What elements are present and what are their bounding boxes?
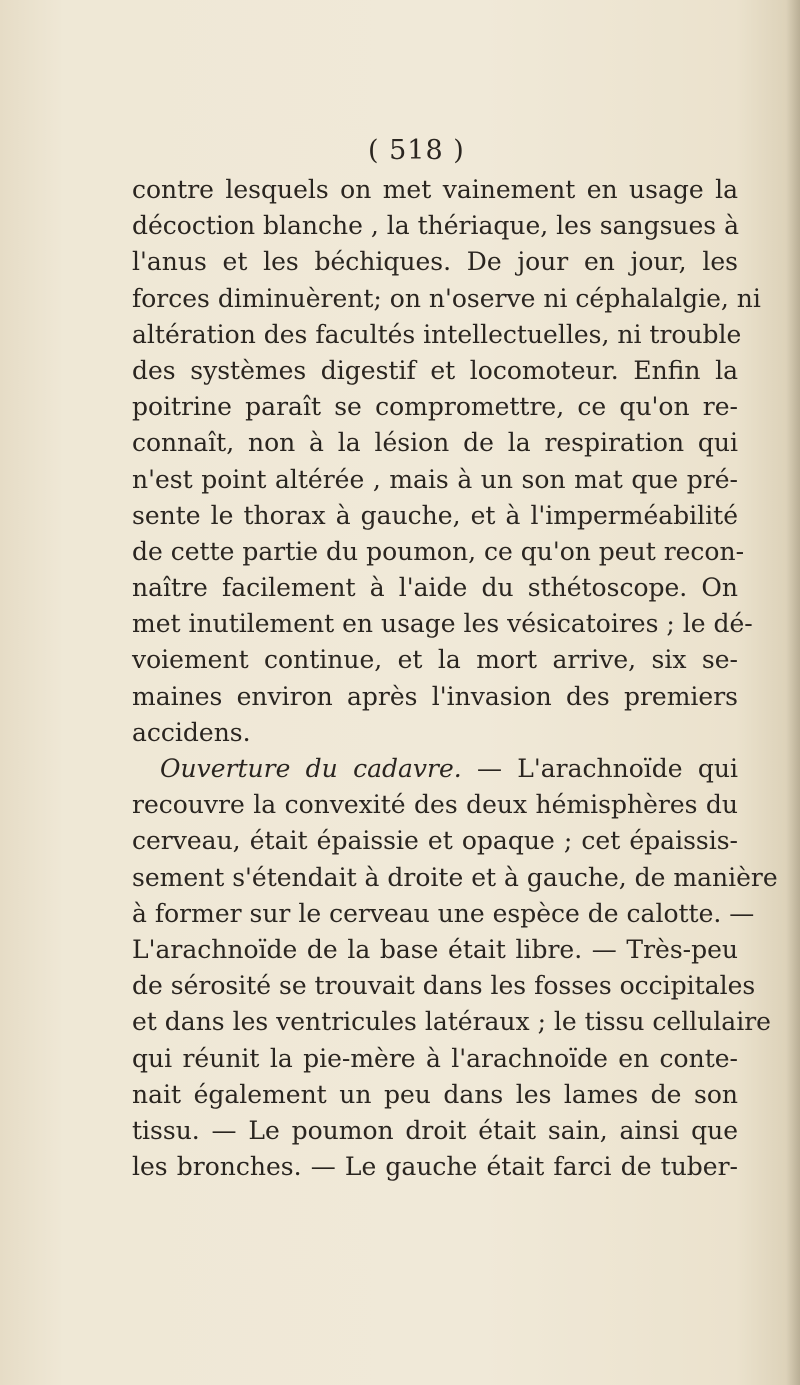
text-line: naître facilement à l'aide du sthétoscope. On bbox=[132, 573, 738, 603]
text-line: qui réunit la pie-mère à l'arachnoïde en conte- bbox=[132, 1043, 738, 1073]
text-line: décoction blanche , la thériaque, les sangsues à bbox=[132, 211, 739, 241]
text-line: à former sur le cerveau une espèce de calotte. — bbox=[132, 898, 755, 928]
text-line: altération des facultés intellectuelles, ni trouble bbox=[132, 319, 742, 349]
page-edge-shadow bbox=[786, 0, 800, 1385]
text-line: de cette partie du poumon, ce qu'on peut recon- bbox=[132, 536, 745, 566]
text-line: voiement continue, et la mort arrive, six se- bbox=[132, 645, 738, 675]
text-line: n'est point altérée , mais à un son mat que pré- bbox=[132, 464, 738, 494]
text-line: cerveau, était épaissie et opaque ; cet épaissis- bbox=[132, 826, 738, 856]
text-line: poitrine paraît se compromettre, ce qu'on re- bbox=[132, 392, 738, 422]
page-number: ( 518 ) bbox=[368, 135, 465, 166]
text-line: sente le thorax à gauche, et à l'imperméabilité bbox=[132, 500, 738, 530]
text-line: contre lesquels on met vainement en usage la bbox=[132, 175, 738, 204]
text-line: sement s'étendait à droite et à gauche, de manière bbox=[132, 862, 778, 892]
text-line: maines environ après l'invasion des premiers bbox=[132, 681, 738, 711]
text-line: les bronches. — Le gauche était farci de tuber- bbox=[132, 1152, 738, 1182]
text-line: accidens. bbox=[132, 717, 251, 747]
text-span: — L'arachnoïde qui bbox=[461, 754, 738, 783]
text-line: et dans les ventricules latéraux ; le tissu cellulaire bbox=[132, 1007, 771, 1037]
section-heading-line bbox=[132, 751, 738, 787]
text-line: l'anus et les béchiques. De jour en jour, les bbox=[132, 247, 738, 277]
text-line: tissu. — Le poumon droit était sain, ainsi que bbox=[132, 1115, 738, 1145]
section-heading: Ouverture du cadavre. bbox=[160, 754, 462, 783]
body-text bbox=[132, 172, 778, 1185]
text-line: de sérosité se trouvait dans les fosses occipitales bbox=[132, 971, 756, 1001]
text-line: connaît, non à la lésion de la respiration qui bbox=[132, 428, 738, 458]
text-line: recouvre la convexité des deux hémisphères du bbox=[132, 790, 738, 820]
text-line: L'arachnoïde de la base était libre. — Très-peu bbox=[132, 934, 738, 964]
text-line: des systèmes digestif et locomoteur. Enfin la bbox=[132, 355, 738, 385]
text-line: met inutilement en usage les vésicatoires ; le dé- bbox=[132, 609, 753, 639]
text-line: nait également un peu dans les lames de son bbox=[132, 1079, 738, 1109]
text-line: forces diminuèrent; on n'oserve ni céphalalgie, ni bbox=[132, 283, 761, 313]
